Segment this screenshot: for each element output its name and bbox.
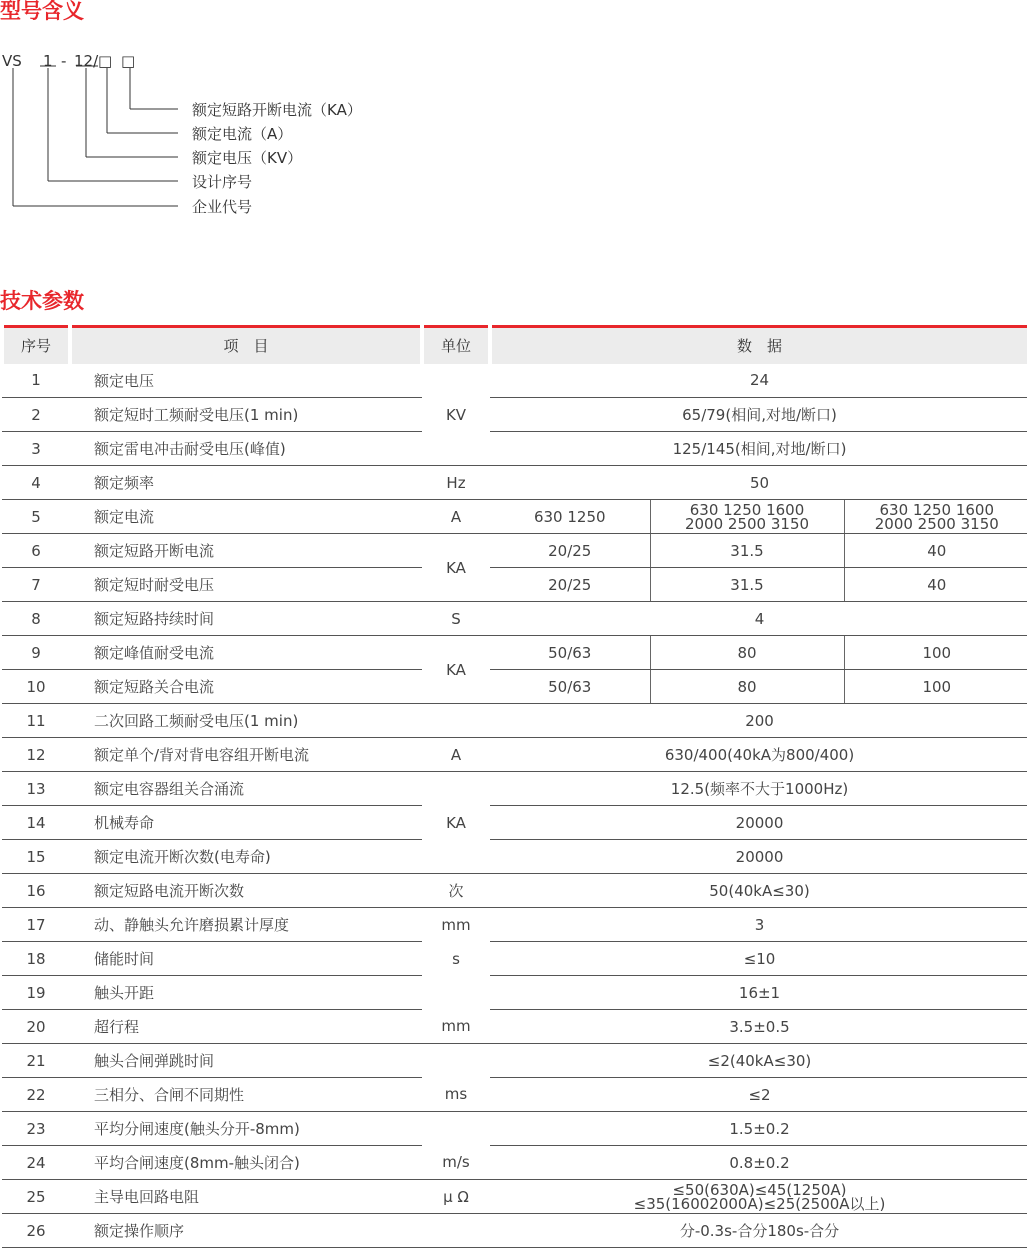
row-value: 20000 [490,806,1027,840]
spec-section-title: 技术参数 [0,291,84,312]
row-value: 200 [490,704,1027,738]
row-no: 9 [2,636,70,670]
table-row [2,1112,1027,1146]
table-row [2,1214,1027,1248]
row-no: 19 [2,976,70,1010]
row-no: 26 [2,1214,70,1248]
row-unit [422,772,490,806]
row-no: 22 [2,1078,70,1112]
value-line: ≤50(630A)≤45(1250A) [490,1183,1027,1197]
row-value: 50/63 [490,670,650,704]
code-prefix: VS [2,52,22,70]
row-no: 5 [2,500,70,534]
row-item: 额定电容器组关合涌流 [70,772,422,806]
row-unit: KA [422,806,490,840]
table-row [2,534,1027,568]
row-no: 2 [2,398,70,432]
row-no: 25 [2,1180,70,1214]
row-unit [422,1044,490,1078]
row-item: 动、静触头允许磨损累计厚度 [70,908,422,942]
row-unit [422,1214,490,1248]
row-value: 50(40kA≤30) [490,874,1027,908]
row-unit [422,976,490,1010]
row-no: 17 [2,908,70,942]
row-unit: ms [422,1078,490,1112]
row-value: 3 [490,908,1027,942]
row-item: 额定单个/背对背电容组开断电流 [70,738,422,772]
table-row [2,908,1027,942]
row-value: 31.5 [650,568,844,602]
header-no: 序号 [2,327,70,364]
row-unit: A [422,500,490,534]
table-row [2,500,1027,534]
row-item: 额定操作顺序 [70,1214,422,1248]
row-value [844,500,1027,534]
row-value: 65/79(相间,对地/断口) [490,398,1027,432]
table-row [2,636,1027,670]
technical-parameters-table [0,325,1027,1248]
label-company-code: 企业代号 [192,196,252,217]
row-item: 三相分、合闸不同期性 [70,1078,422,1112]
table-row [2,942,1027,976]
row-value: 40 [844,568,1027,602]
row-value: 3.5±0.5 [490,1010,1027,1044]
row-item: 额定短时耐受电压 [70,568,422,602]
row-item: 额定频率 [70,466,422,500]
row-unit: s [422,942,490,976]
label-rated-current: 额定电流（A） [192,123,292,144]
row-no: 24 [2,1146,70,1180]
row-unit: μ Ω [422,1180,490,1214]
table-row [2,1146,1027,1180]
row-item: 主导电回路电阻 [70,1180,422,1214]
table-row [2,398,1027,432]
row-value: 20000 [490,840,1027,874]
table-row [2,772,1027,806]
row-value: 分-0.3s-合分180s-合分 [490,1214,1027,1248]
table-header-row [2,327,1027,364]
row-value: 125/145(相间,对地/断口) [490,432,1027,466]
code-design-number: 1 [43,52,53,70]
row-value: 50 [490,466,1027,500]
table-row [2,568,1027,602]
row-unit: m/s [422,1146,490,1180]
table-row [2,602,1027,636]
row-no: 18 [2,942,70,976]
row-unit [422,704,490,738]
value-line: ≤35(16002000A)≤25(2500A以上) [490,1197,1027,1211]
table-row [2,364,1027,398]
header-item: 项 目 [70,327,422,364]
row-no: 21 [2,1044,70,1078]
table-row [2,670,1027,704]
row-unit: mm [422,1010,490,1044]
row-item: 额定电流 [70,500,422,534]
table-row [2,704,1027,738]
row-item: 储能时间 [70,942,422,976]
table-row [2,432,1027,466]
table-row [2,1180,1027,1214]
header-data: 数 据 [490,327,1027,364]
row-no: 23 [2,1112,70,1146]
row-no: 16 [2,874,70,908]
header-unit: 单位 [422,327,490,364]
row-item: 额定雷电冲击耐受电压(峰值) [70,432,422,466]
row-value: 630/400(40kA为800/400) [490,738,1027,772]
row-no: 8 [2,602,70,636]
value-line: 630 1250 1600 [845,503,1027,517]
row-value: 630 1250 [490,500,650,534]
row-value: 100 [844,636,1027,670]
row-no: 7 [2,568,70,602]
row-unit: S [422,602,490,636]
row-item: 额定短路持续时间 [70,602,422,636]
code-dash: - [61,52,66,70]
row-value: ≤10 [490,942,1027,976]
row-item: 触头开距 [70,976,422,1010]
row-no: 3 [2,432,70,466]
label-breaking-current: 额定短路开断电流（KA） [192,99,362,120]
table-row [2,1078,1027,1112]
row-no: 12 [2,738,70,772]
row-value: 80 [650,670,844,704]
table-row [2,1010,1027,1044]
code-breaking-box: □ [121,52,135,70]
row-no: 1 [2,364,70,398]
row-no: 11 [2,704,70,738]
row-value: ≤2 [490,1078,1027,1112]
row-unit [422,364,490,398]
table-row [2,466,1027,500]
row-value: 20/25 [490,534,650,568]
row-item: 额定短路关合电流 [70,670,422,704]
row-item: 额定短时工频耐受电压(1 min) [70,398,422,432]
row-value: 1.5±0.2 [490,1112,1027,1146]
row-value: 31.5 [650,534,844,568]
row-value [490,1180,1027,1214]
row-no: 14 [2,806,70,840]
row-item: 二次回路工频耐受电压(1 min) [70,704,422,738]
model-section-title: 型号含义 [0,1,84,22]
row-unit: KA [422,636,490,704]
row-value: 0.8±0.2 [490,1146,1027,1180]
row-item: 触头合闸弹跳时间 [70,1044,422,1078]
table-row [2,976,1027,1010]
row-item: 额定短路电流开断次数 [70,874,422,908]
row-item: 额定峰值耐受电流 [70,636,422,670]
row-unit: mm [422,908,490,942]
table-row [2,806,1027,840]
row-no: 20 [2,1010,70,1044]
row-value: 40 [844,534,1027,568]
row-no: 15 [2,840,70,874]
row-value: 50/63 [490,636,650,670]
value-line: 630 1250 1600 [651,503,844,517]
row-no: 13 [2,772,70,806]
value-line: 2000 2500 3150 [651,517,844,531]
row-value: 12.5(频率不大于1000Hz) [490,772,1027,806]
row-unit [422,432,490,466]
row-item: 机械寿命 [70,806,422,840]
value-line: 2000 2500 3150 [845,517,1027,531]
code-voltage: 12/ [74,52,98,70]
row-item: 平均分闸速度(触头分开-8mm) [70,1112,422,1146]
table-row [2,1044,1027,1078]
row-item: 额定电流开断次数(电寿命) [70,840,422,874]
row-value: 24 [490,364,1027,398]
row-unit: KA [422,534,490,602]
row-value: ≤2(40kA≤30) [490,1044,1027,1078]
row-value: 20/25 [490,568,650,602]
table-row [2,874,1027,908]
row-value: 100 [844,670,1027,704]
row-value: 80 [650,636,844,670]
row-item: 额定电压 [70,364,422,398]
row-no: 10 [2,670,70,704]
row-unit [422,1112,490,1146]
label-rated-voltage: 额定电压（KV） [192,147,302,168]
row-value [650,500,844,534]
row-value: 4 [490,602,1027,636]
row-item: 额定短路开断电流 [70,534,422,568]
row-unit: 次 [422,874,490,908]
row-unit [422,840,490,874]
row-unit: KV [422,398,490,432]
row-no: 4 [2,466,70,500]
row-no: 6 [2,534,70,568]
row-unit: A [422,738,490,772]
table-row [2,738,1027,772]
table-row [2,840,1027,874]
row-value: 16±1 [490,976,1027,1010]
label-design-number: 设计序号 [192,171,252,192]
row-item: 超行程 [70,1010,422,1044]
row-unit: Hz [422,466,490,500]
code-current-box: □ [98,52,112,70]
row-item: 平均合闸速度(8mm-触头闭合) [70,1146,422,1180]
